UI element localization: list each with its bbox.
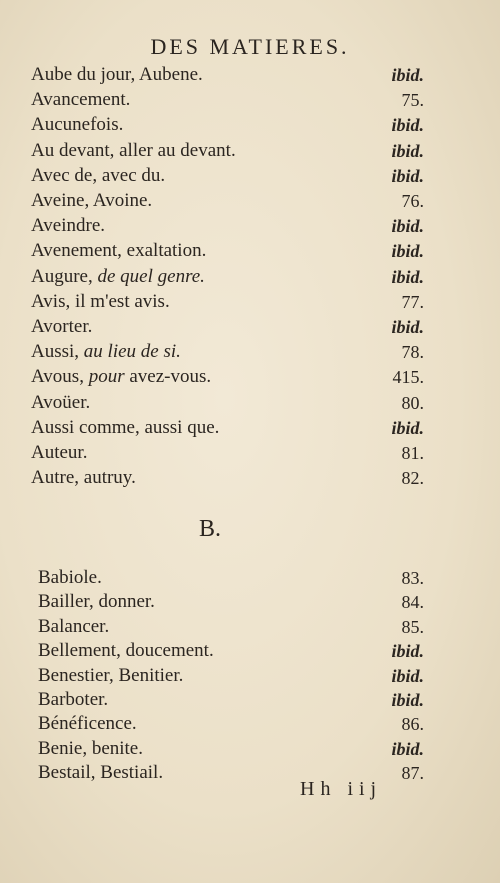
entry-term-suffix: avez-vous. bbox=[129, 366, 212, 388]
entry-page-ref: ibid. bbox=[391, 665, 424, 686]
entry-term-text: Au devant, aller au devant. bbox=[31, 139, 236, 161]
entry-term-text: Avorter. bbox=[31, 316, 93, 337]
entry-page-ref: 84. bbox=[401, 592, 424, 613]
index-entry bbox=[0, 566, 500, 590]
entry-term bbox=[31, 391, 90, 415]
index-entry bbox=[0, 290, 500, 314]
index-entry bbox=[0, 639, 500, 663]
entry-term-text: Aussi, bbox=[31, 341, 80, 363]
entry-term bbox=[31, 113, 123, 137]
entry-page-ref: 83. bbox=[401, 568, 424, 588]
entry-term-text: Bailler, donner. bbox=[38, 591, 155, 613]
entry-term-text: Avancement. bbox=[31, 89, 131, 111]
index-entry bbox=[0, 239, 500, 263]
signature-mark: Hh iij bbox=[300, 778, 383, 800]
entry-term bbox=[31, 214, 105, 238]
entry-page-ref: 81. bbox=[401, 443, 424, 463]
entry-term-text: Auteur. bbox=[31, 442, 88, 463]
entry-page-ref: 75. bbox=[401, 90, 424, 111]
entry-term bbox=[38, 688, 108, 712]
index-entry bbox=[0, 391, 500, 415]
entry-term bbox=[31, 239, 206, 263]
entry-page-ref: 80. bbox=[401, 392, 424, 413]
index-entry bbox=[0, 712, 500, 736]
entry-page-ref: ibid. bbox=[391, 241, 424, 262]
entry-term bbox=[31, 164, 165, 188]
index-entry bbox=[0, 315, 500, 339]
entry-term-text: Aveindre. bbox=[31, 215, 106, 237]
entry-page-ref: 77. bbox=[401, 291, 424, 312]
entry-term-text: Autre, autruy. bbox=[31, 467, 136, 489]
entry-term-italic: de quel genre. bbox=[97, 265, 205, 287]
index-entry bbox=[0, 590, 500, 614]
index-entry bbox=[0, 441, 500, 465]
entry-page-ref: ibid. bbox=[391, 317, 424, 337]
entry-term bbox=[38, 712, 137, 736]
entry-term bbox=[38, 566, 102, 590]
entry-term bbox=[31, 290, 170, 314]
entry-term bbox=[31, 315, 92, 339]
index-entry bbox=[0, 761, 500, 785]
page-header: DES MATIERES. bbox=[150, 34, 350, 59]
index-entry bbox=[0, 189, 500, 213]
index-entry bbox=[0, 139, 500, 163]
entry-term bbox=[31, 63, 203, 87]
entry-term-italic: au lieu de si. bbox=[83, 341, 181, 363]
index-entry bbox=[0, 466, 500, 490]
entry-term bbox=[38, 590, 155, 614]
entry-term-text: Benestier, Benitier. bbox=[38, 664, 184, 686]
entry-term-text: Augure, bbox=[31, 265, 93, 287]
entry-term bbox=[38, 737, 143, 761]
index-entry bbox=[0, 737, 500, 761]
entry-term-text: Aube du jour, Aubene. bbox=[31, 64, 203, 85]
entry-page-ref: ibid. bbox=[391, 690, 424, 710]
entry-page-ref: 415. bbox=[392, 367, 424, 388]
entry-page-ref: 78. bbox=[401, 342, 424, 363]
entry-term bbox=[38, 664, 183, 688]
entry-term-text: Barboter. bbox=[38, 689, 109, 710]
entry-term bbox=[31, 416, 219, 440]
entry-term bbox=[38, 615, 109, 639]
entry-term-text: Bellement, doucement. bbox=[38, 640, 214, 662]
index-entry bbox=[0, 340, 500, 364]
entry-term-text: Avoüer. bbox=[31, 391, 91, 413]
entry-term bbox=[31, 265, 205, 289]
index-entry bbox=[0, 265, 500, 289]
entry-term-text: Babiole. bbox=[38, 567, 102, 588]
entry-term-text: Bestail, Bestiail. bbox=[38, 762, 164, 784]
entry-term-text: Aveine, Avoine. bbox=[31, 190, 153, 211]
entry-page-ref: ibid. bbox=[391, 266, 424, 287]
entry-term-text: Avenement, exaltation. bbox=[31, 240, 207, 262]
entry-term bbox=[31, 466, 136, 490]
entry-term-text: Benie, benite. bbox=[38, 737, 143, 759]
entry-page-ref: 85. bbox=[401, 616, 424, 637]
entry-term-text: Bénéficence. bbox=[38, 713, 137, 735]
entry-term-italic: pour bbox=[88, 366, 125, 388]
entry-term bbox=[38, 639, 214, 663]
entry-term bbox=[31, 441, 87, 465]
entry-page-ref: ibid. bbox=[391, 216, 424, 237]
entry-page-ref: ibid. bbox=[391, 417, 424, 438]
entry-term bbox=[31, 139, 236, 163]
entry-page-ref: 82. bbox=[401, 468, 424, 489]
entry-term bbox=[31, 340, 181, 364]
index-entry bbox=[0, 214, 500, 238]
entry-term-text: Aussi comme, aussi que. bbox=[31, 416, 220, 438]
index-entry bbox=[0, 688, 500, 712]
index-entry bbox=[0, 615, 500, 639]
index-entry bbox=[0, 113, 500, 137]
entry-term bbox=[31, 189, 152, 213]
entry-page-ref: ibid. bbox=[391, 140, 424, 161]
index-entry bbox=[0, 88, 500, 112]
entry-term-text: Avis, il m'est avis. bbox=[31, 290, 170, 312]
entry-term-text: Avec de, avec du. bbox=[31, 164, 166, 186]
entry-page-ref: 76. bbox=[401, 191, 424, 211]
entry-page-ref: 87. bbox=[401, 763, 424, 784]
entry-term bbox=[38, 761, 163, 785]
entry-page-ref: 86. bbox=[401, 714, 424, 735]
entry-page-ref: ibid. bbox=[391, 641, 424, 662]
index-entry bbox=[0, 63, 500, 87]
entry-page-ref: ibid. bbox=[391, 165, 424, 186]
index-entry bbox=[0, 164, 500, 188]
index-entry bbox=[0, 664, 500, 688]
index-entry bbox=[0, 416, 500, 440]
section-letter-b: B. bbox=[198, 516, 221, 542]
entry-page-ref: ibid. bbox=[391, 65, 424, 85]
entry-term-text: Avous, bbox=[31, 366, 84, 388]
entry-term-text: Balancer. bbox=[38, 615, 110, 637]
entry-page-ref: ibid. bbox=[391, 115, 424, 136]
entry-term bbox=[31, 365, 211, 389]
entry-term-text: Aucunefois. bbox=[31, 114, 124, 136]
index-entry bbox=[0, 365, 500, 389]
entry-page-ref: ibid. bbox=[391, 738, 424, 759]
entry-term bbox=[31, 88, 130, 112]
